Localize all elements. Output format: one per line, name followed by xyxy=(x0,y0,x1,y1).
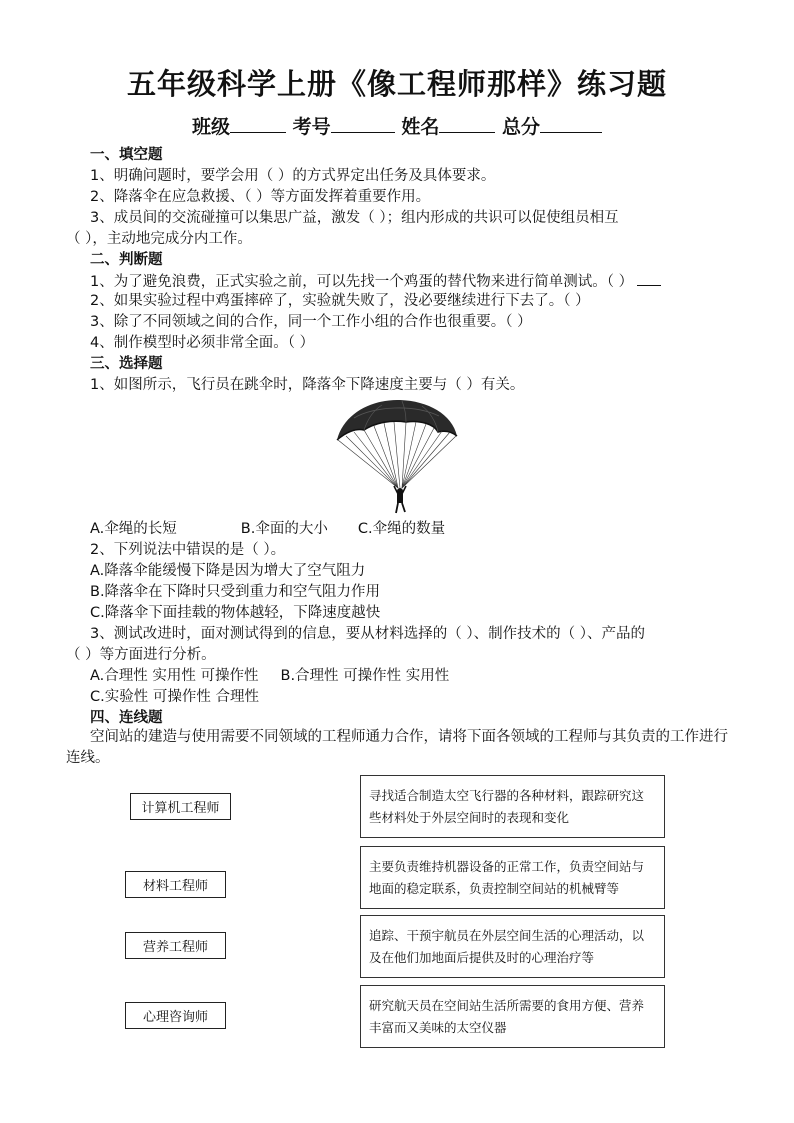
name-blank[interactable] xyxy=(439,114,495,133)
class-label: 班级 xyxy=(192,116,231,138)
engineer-box-computer[interactable]: 计算机工程师 xyxy=(130,793,231,820)
exam-number-blank[interactable] xyxy=(331,114,395,133)
choice-question-2-option-c: C.降落伞下面挂载的物体越轻，下降速度越快 xyxy=(90,605,381,621)
option-b: B.伞面的大小 xyxy=(240,521,328,537)
judge-question-3: 3、除了不同领域之间的合作，同一个工作小组的合作也很重要。（ ） xyxy=(90,314,532,330)
option-a: A.合理性 实用性 可操作性 xyxy=(90,668,259,684)
judge-question-4: 4、制作模型时必须非常全面。（ ） xyxy=(90,335,315,351)
engineer-box-materials[interactable]: 材料工程师 xyxy=(125,871,226,898)
fill-question-3: 3、成员间的交流碰撞可以集思广益，激发（ ）；组内形成的共识可以促使组员相互 xyxy=(90,210,619,226)
section-heading-fill-blank: 一、填空题 xyxy=(90,147,163,163)
fill-question-1: 1、明确问题时，要学会用（ ）的方式界定出任务及具体要求。 xyxy=(90,168,496,184)
duty-box-2[interactable]: 主要负责维持机器设备的正常工作，负责空间站与地面的稳定联系，负责控制空间站的机械臂等 xyxy=(360,846,665,909)
judge-question-2: 2、如果实验过程中鸡蛋摔碎了，实验就失败了，没必要继续进行下去了。（ ） xyxy=(90,293,590,309)
engineer-box-nutrition[interactable]: 营养工程师 xyxy=(125,932,226,959)
score-blank[interactable] xyxy=(540,114,602,133)
matching-intro: 空间站的建造与使用需要不同领域的工程师通力合作，请将下面各领域的工程师与其负责的工作进行连线。 xyxy=(66,729,728,766)
name-label: 姓名 xyxy=(401,116,440,138)
page-title: 五年级科学上册《像工程师那样》练习题 xyxy=(126,67,667,101)
choice-question-2-option-a: A.降落伞能缓慢下降是因为增大了空气阻力 xyxy=(90,563,366,579)
duty-box-3[interactable]: 追踪、干预宇航员在外层空间生活的心理活动，以及在他们加地面后提供及时的心理治疗等 xyxy=(360,915,665,978)
section-heading-choice: 三、选择题 xyxy=(90,356,163,372)
paraglider-image xyxy=(334,396,460,516)
choice-question-3-options-row1 xyxy=(90,666,449,686)
choice-question-3-option-c: C.实验性 可操作性 合理性 xyxy=(90,689,259,705)
judge-question-1-row xyxy=(90,271,661,292)
option-c: C.伞绳的数量 xyxy=(357,521,446,537)
duty-box-1[interactable]: 寻找适合制造太空飞行器的各种材料，跟踪研究这些材料处于外层空间时的表现和变化 xyxy=(360,775,665,838)
section-heading-matching: 四、连线题 xyxy=(90,710,163,726)
judge-question-1: 1、为了避免浪费，正式实验之前，可以先找一个鸡蛋的替代物来进行简单测试。（ ） xyxy=(90,274,634,290)
class-blank[interactable] xyxy=(230,114,286,133)
fill-question-3-continued: （ ），主动地完成分内工作。 xyxy=(66,231,252,247)
student-info-line xyxy=(0,112,794,139)
duty-box-4[interactable]: 研究航天员在空间站生活所需要的食用方便、营养丰富而又美味的太空仪器 xyxy=(360,985,665,1048)
choice-question-1-options xyxy=(90,519,445,539)
score-label: 总分 xyxy=(501,116,540,138)
engineer-box-psychology[interactable]: 心理咨询师 xyxy=(125,1002,226,1029)
choice-question-3-continued: （ ）等方面进行分析。 xyxy=(66,647,216,663)
choice-question-3: 3、测试改进时，面对测试得到的信息，要从材料选择的（ ）、制作技术的（ ）、产品的 xyxy=(90,626,645,642)
fill-question-2: 2、降落伞在应急救援、（ ）等方面发挥着重要作用。 xyxy=(90,189,431,205)
underline-mark xyxy=(637,271,661,286)
option-b: B.合理性 可操作性 实用性 xyxy=(280,668,450,684)
parachute-canopy xyxy=(337,400,457,440)
exam-number-label: 考号 xyxy=(292,116,331,138)
option-a: A.伞绳的长短 xyxy=(90,521,177,537)
choice-question-1: 1、如图所示，飞行员在跳伞时，降落伞下降速度主要与（ ）有关。 xyxy=(90,377,525,393)
pilot-figure xyxy=(394,486,406,513)
section-heading-true-false: 二、判断题 xyxy=(90,252,163,268)
choice-question-2-option-b: B.降落伞在下降时只受到重力和空气阻力作用 xyxy=(90,584,381,600)
choice-question-2: 2、下列说法中错误的是（ ）。 xyxy=(90,542,286,558)
